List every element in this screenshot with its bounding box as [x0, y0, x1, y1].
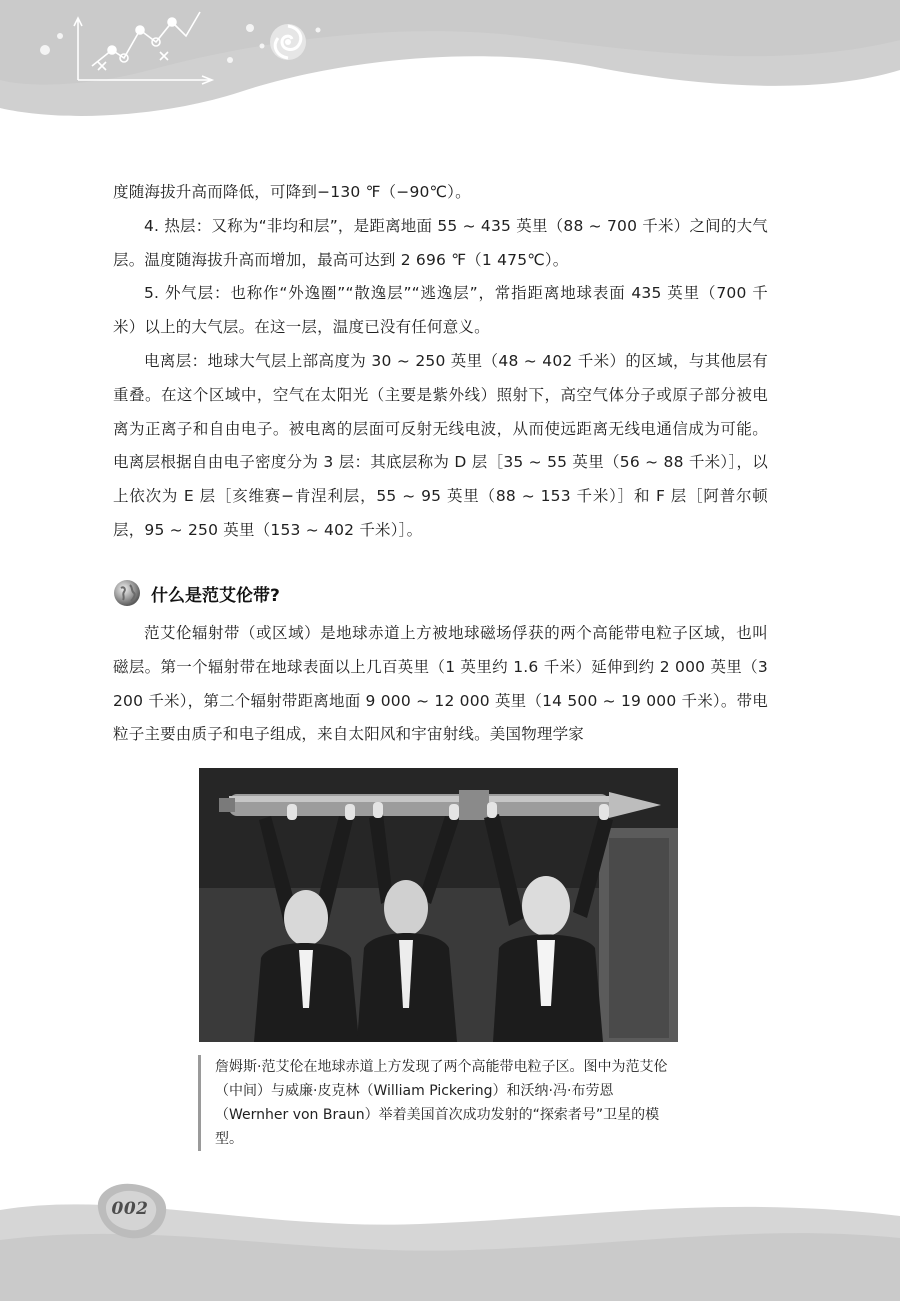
rocket-model — [219, 790, 661, 820]
globe-icon — [113, 579, 141, 607]
photo-caption: 詹姆斯·范艾伦在地球赤道上方发现了两个高能带电粒子区。图中为范艾伦（中间）与威廉·皮克林（William Pickering）和沃纳·冯·布劳恩（Wernher von Braun）举着美国首次成功发射的“探索者号”卫星的模型。 — [198, 1055, 683, 1151]
paragraph-van-allen: 范艾伦辐射带（或区域）是地球赤道上方被地球磁场俘获的两个高能带电粒子区域，也叫磁层。第一个辐射带在地球表面以上几百英里（1 英里约 1.6 千米）延伸到约 2 000 英里（3 200 千米），第二个辐射带距离地面 9 000 ~ 12 000 英里（14 500 ~ 19 000 千米）。带电粒子主要由质子和电子组成，来自太阳风和宇宙射线。美国物理学家 — [113, 624, 768, 744]
paragraph-thermosphere: 4. 热层：又称为“非均和层”，是距离地面 55 ~ 435 英里（88 ~ 700 千米）之间的大气层。温度随海拔升高而增加，最高可达到 2 696 ℉（1 475℃）。 — [113, 216, 768, 269]
paragraph-exosphere: 5. 外气层：也称作“外逸圈”“散逸层”“逃逸层”，常指距离地球表面 435 英里（700 千米）以上的大气层。在这一层，温度已没有任何意义。 — [113, 284, 768, 337]
galaxy-swirl-icon — [270, 24, 306, 60]
body-text-bottom — [113, 617, 768, 752]
paragraph-ionosphere: 电离层：地球大气层上部高度为 30 ~ 250 英里（48 ~ 402 千米）的区域，与其他层有重叠。在这个区域中，空气在太阳光（主要是紫外线）照射下，高空气体分子或原子部分被电离为正离子和自由电子。被电离的层面可反射无线电波，从而使远距离无线电通信成为可能。电离层根据自由电子密度分为 3 层：其底层称为 D 层［35 ~ 55 英里（56 ~ 88 千米）］，以上依次为 E 层［亥维赛−肯涅利层，55 ~ 95 英里（88 ~ 153 千米）］和 F 层［阿普尔顿层，95 ~ 250 英里（153 ~ 402 千米）］。 — [113, 351, 768, 539]
paragraph: 度随海拔升高而降低，可降到−130 ℉（−90℃）。 — [113, 183, 471, 201]
explorer-photo — [199, 768, 678, 1042]
page-number: 002 — [111, 1199, 149, 1219]
section-title: 什么是范艾伦带? — [151, 585, 280, 606]
body-text-top — [113, 176, 768, 548]
section-heading — [113, 578, 280, 608]
header-decoration — [0, 0, 900, 130]
